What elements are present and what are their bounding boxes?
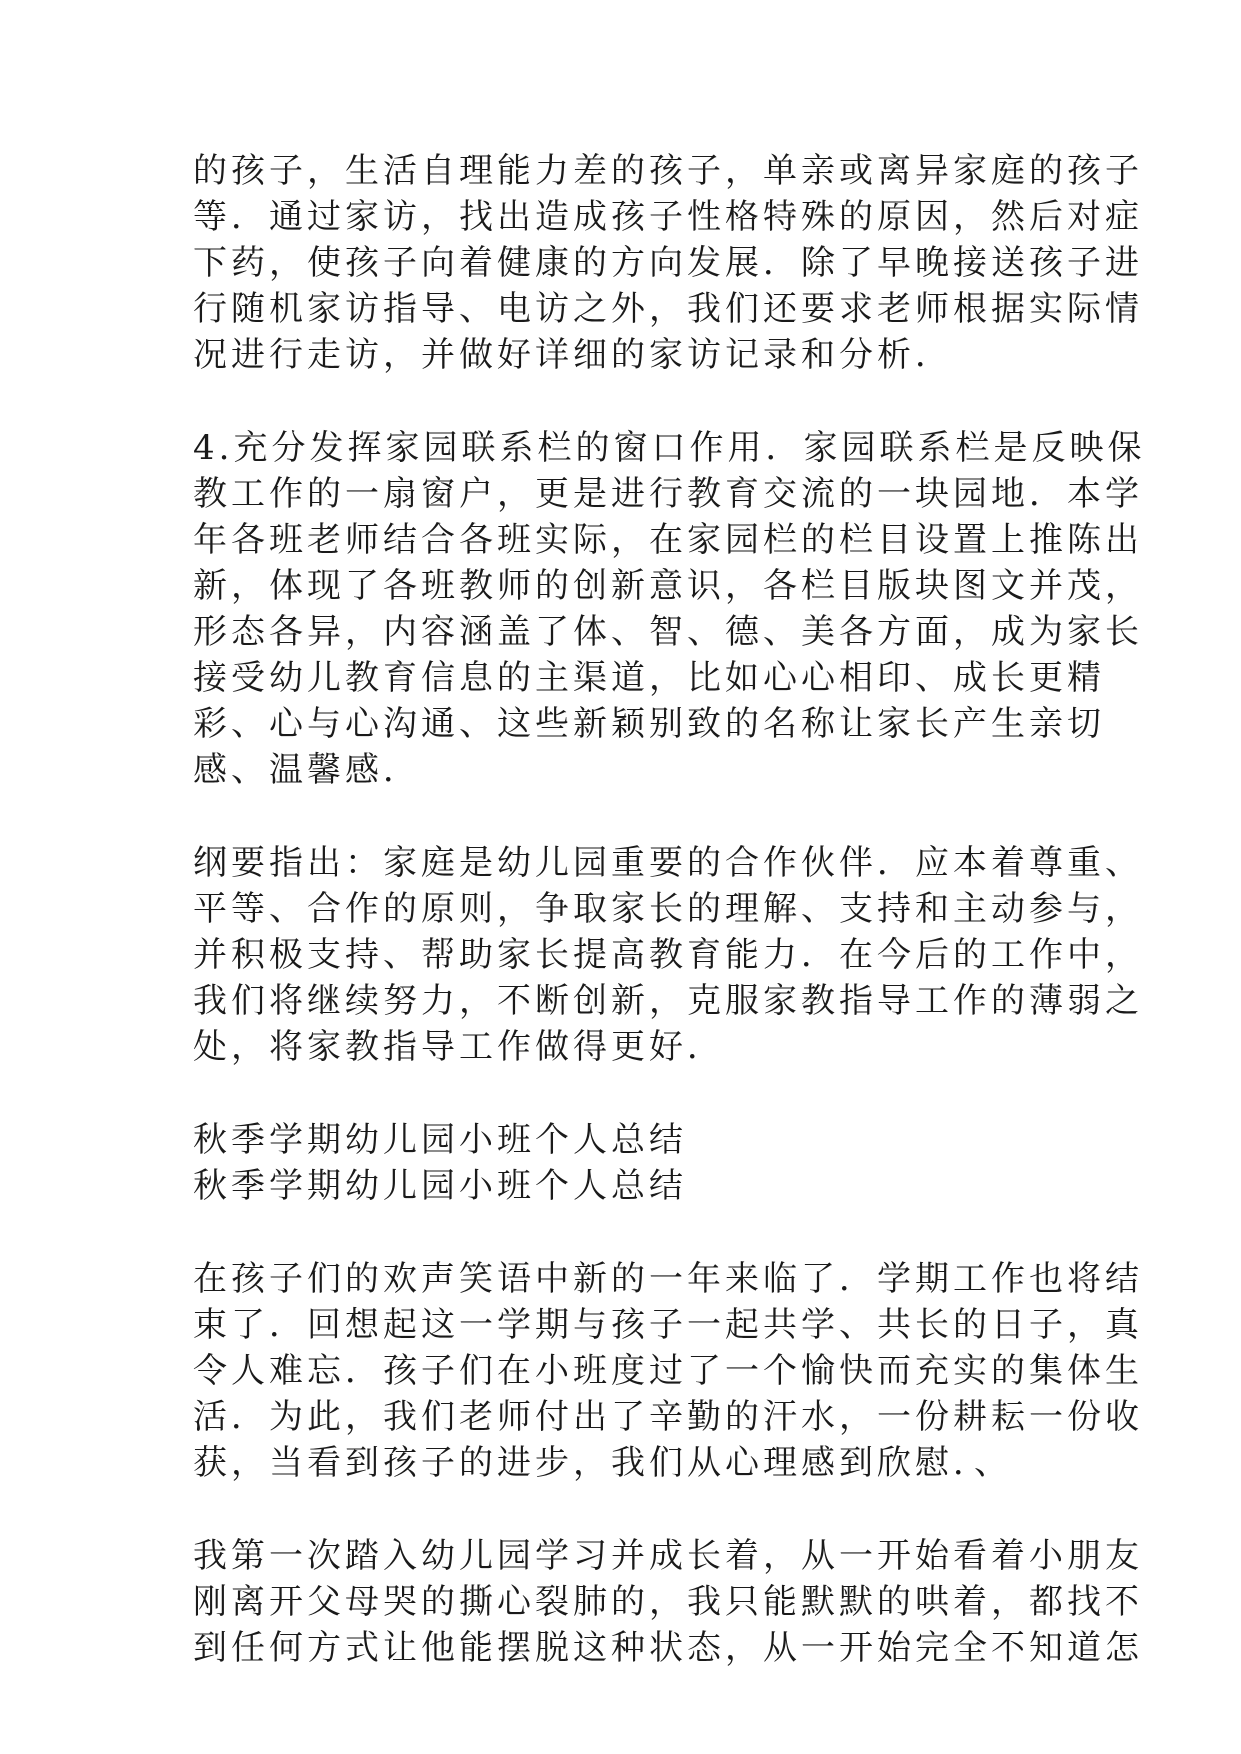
text-line: 新，体现了各班教师的创新意识，各栏目版块图文并茂， bbox=[193, 566, 1143, 606]
paragraph-spacer bbox=[193, 1209, 1053, 1256]
paragraph-intro bbox=[193, 1256, 1143, 1486]
section-title bbox=[193, 1117, 1053, 1209]
text-line: 活．为此，我们老师付出了辛勤的汗水，一份耕耘一份收 bbox=[193, 1397, 1143, 1437]
text-line: 纲要指出：家庭是幼儿园重要的合作伙伴．应本着尊重、 bbox=[193, 843, 1143, 883]
text-line: 处，将家教指导工作做得更好． bbox=[193, 1027, 725, 1067]
text-line: 平等、合作的原则，争取家长的理解、支持和主动参与， bbox=[193, 889, 1143, 929]
title-line: 秋季学期幼儿园小班个人总结 bbox=[193, 1120, 687, 1160]
document-page bbox=[193, 148, 1146, 1671]
text-line: 获，当看到孩子的进步，我们从心理感到欣慰．、 bbox=[193, 1443, 1012, 1483]
text-line: 束了．回想起这一学期与孩子一起共学、共长的日子，真 bbox=[193, 1305, 1143, 1345]
text-line: 接受幼儿教育信息的主渠道，比如心心相印、成长更精 bbox=[193, 658, 1105, 698]
paragraph-spacer bbox=[193, 378, 1053, 425]
text-line: 等．通过家访，找出造成孩子性格特殊的原因，然后对症 bbox=[193, 197, 1143, 237]
text-line: 彩、心与心沟通、这些新颖别致的名称让家长产生亲切 bbox=[193, 704, 1105, 744]
text-line: 4.充分发挥家园联系栏的窗口作用．家园联系栏是反映保 bbox=[193, 428, 1146, 468]
text-line: 况进行走访，并做好详细的家访记录和分析． bbox=[193, 335, 953, 375]
text-line: 行随机家访指导、电访之外，我们还要求老师根据实际情 bbox=[193, 289, 1143, 329]
text-line: 在孩子们的欢声笑语中新的一年来临了．学期工作也将结 bbox=[193, 1259, 1143, 1299]
text-line: 到任何方式让他能摆脱这种状态，从一开始完全不知道怎 bbox=[193, 1628, 1143, 1668]
text-line: 教工作的一扇窗户，更是进行教育交流的一块园地．本学 bbox=[193, 474, 1143, 514]
paragraph-contact-board bbox=[193, 425, 1146, 793]
text-line: 刚离开父母哭的撕心裂肺的，我只能默默的哄着，都找不 bbox=[193, 1582, 1143, 1622]
text-line: 下药，使孩子向着健康的方向发展．除了早晚接送孩子进 bbox=[193, 243, 1143, 283]
paragraph-spacer bbox=[193, 1486, 1053, 1533]
text-line: 令人难忘．孩子们在小班度过了一个愉快而充实的集体生 bbox=[193, 1351, 1143, 1391]
paragraph-first-experience bbox=[193, 1533, 1143, 1671]
text-line: 我们将继续努力，不断创新，克服家教指导工作的薄弱之 bbox=[193, 981, 1143, 1021]
title-line: 秋季学期幼儿园小班个人总结 bbox=[193, 1166, 687, 1206]
text-line: 形态各异，内容涵盖了体、智、德、美各方面，成为家长 bbox=[193, 612, 1143, 652]
paragraph-spacer bbox=[193, 793, 1053, 840]
text-line: 年各班老师结合各班实际，在家园栏的栏目设置上推陈出 bbox=[193, 520, 1143, 560]
paragraph-spacer bbox=[193, 1070, 1053, 1117]
paragraph-home-visits bbox=[193, 148, 1143, 378]
paragraph-guideline bbox=[193, 840, 1143, 1070]
text-line: 的孩子，生活自理能力差的孩子，单亲或离异家庭的孩子 bbox=[193, 151, 1143, 191]
text-line: 并积极支持、帮助家长提高教育能力．在今后的工作中， bbox=[193, 935, 1143, 975]
text-line: 感、温馨感． bbox=[193, 750, 421, 790]
text-line: 我第一次踏入幼儿园学习并成长着，从一开始看着小朋友 bbox=[193, 1536, 1143, 1576]
